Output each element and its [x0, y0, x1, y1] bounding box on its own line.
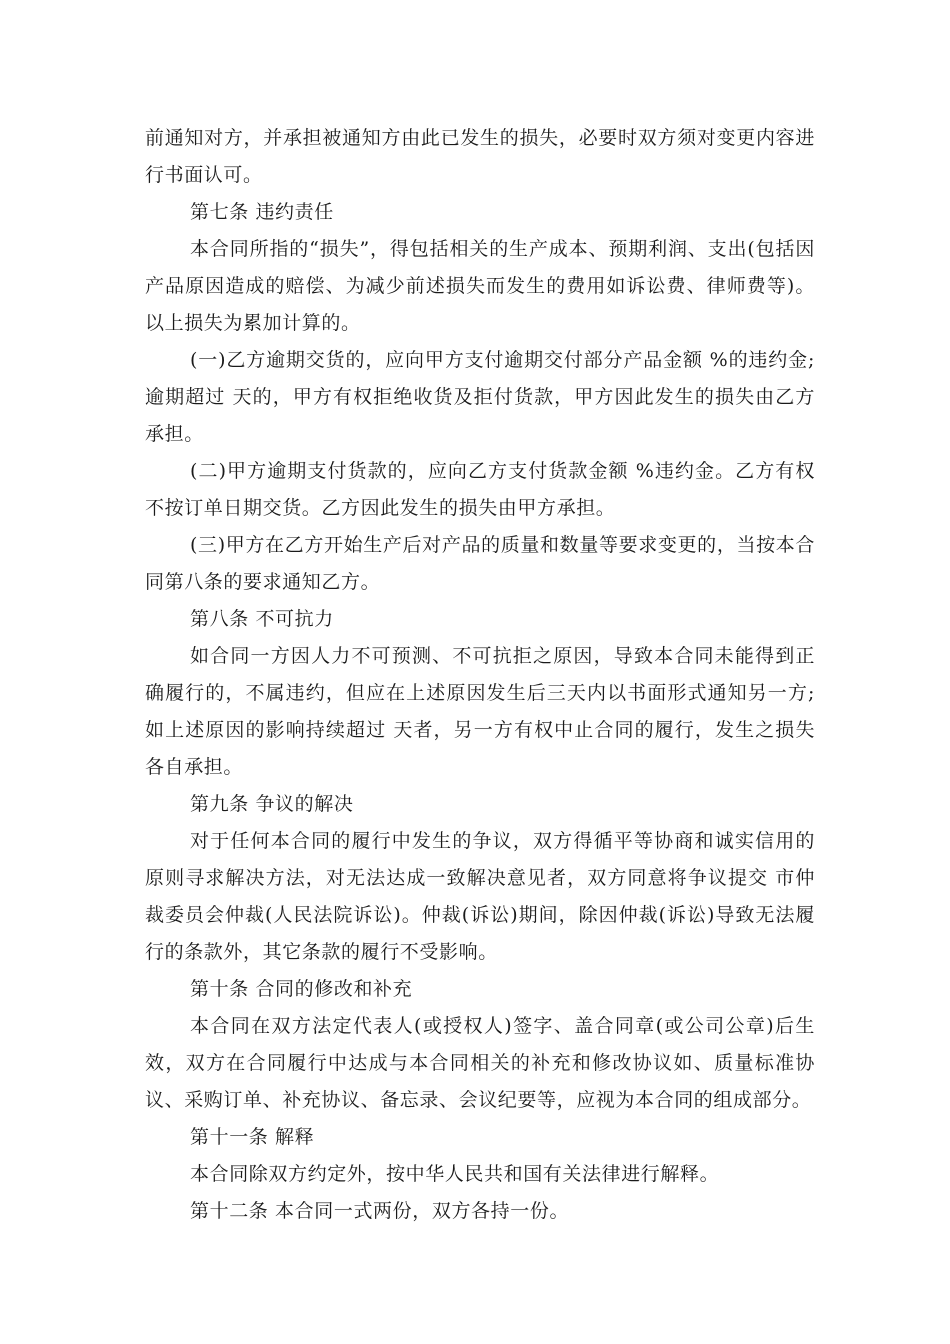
document-body — [145, 120, 815, 1230]
article-8-body: 如合同一方因人力不可预测、不可抗拒之原因，导致本合同未能得到正确履行的，不属违约，但应在上述原因发生后三天内以书面形式通知另一方;如上述原因的影响持续超过 天者，另一方有权中止合同的履行，发生之损失各自承担。 — [145, 645, 815, 778]
article-7-clause-2: (二)甲方逾期支付货款的，应向乙方支付货款金额 %违约金。乙方有权不按订单日期交货。乙方因此发生的损失由甲方承担。 — [145, 460, 815, 519]
article-7-clause-3: (三)甲方在乙方开始生产后对产品的质量和数量等要求变更的，当按本合同第八条的要求通知乙方。 — [145, 534, 815, 593]
article-11-body: 本合同除双方约定外，按中华人民共和国有关法律进行解释。 — [190, 1163, 720, 1185]
article-12-heading: 第十二条 本合同一式两份，双方各持一份。 — [190, 1200, 570, 1222]
article-10-heading: 第十条 合同的修改和补充 — [190, 978, 413, 1000]
article-9-heading: 第九条 争议的解决 — [190, 793, 354, 815]
article-7-heading: 第七条 违约责任 — [190, 201, 334, 223]
article-10-body: 本合同在双方法定代表人(或授权人)签字、盖合同章(或公司公章)后生效，双方在合同履行中达成与本合同相关的补充和修改协议如、质量标准协议、采购订单、补充协议、备忘录、会议纪要等，应视为本合同的组成部分。 — [145, 1015, 815, 1111]
paragraph-continuation: 前通知对方，并承担被通知方由此已发生的损失，必要时双方须对变更内容进行书面认可。 — [145, 127, 815, 186]
article-7-clause-1: (一)乙方逾期交货的，应向甲方支付逾期交付部分产品金额 %的违约金;逾期超过 天的，甲方有权拒绝收货及拒付货款，甲方因此发生的损失由乙方承担。 — [145, 349, 815, 445]
article-7-loss-definition: 本合同所指的“损失”，得包括相关的生产成本、预期利润、支出(包括因产品原因造成的赔偿、为减少前述损失而发生的费用如诉讼费、律师费等)。以上损失为累加计算的。 — [145, 238, 815, 334]
article-9-body: 对于任何本合同的履行中发生的争议，双方得循平等协商和诚实信用的原则寻求解决方法，对无法达成一致解决意见者，双方同意将争议提交 市仲裁委员会仲裁(人民法院诉讼)。仲裁(诉讼)期间，除因仲裁(诉讼)导致无法履行的条款外，其它条款的履行不受影响。 — [145, 830, 815, 963]
article-8-heading: 第八条 不可抗力 — [190, 608, 334, 630]
article-11-heading: 第十一条 解释 — [190, 1126, 315, 1148]
